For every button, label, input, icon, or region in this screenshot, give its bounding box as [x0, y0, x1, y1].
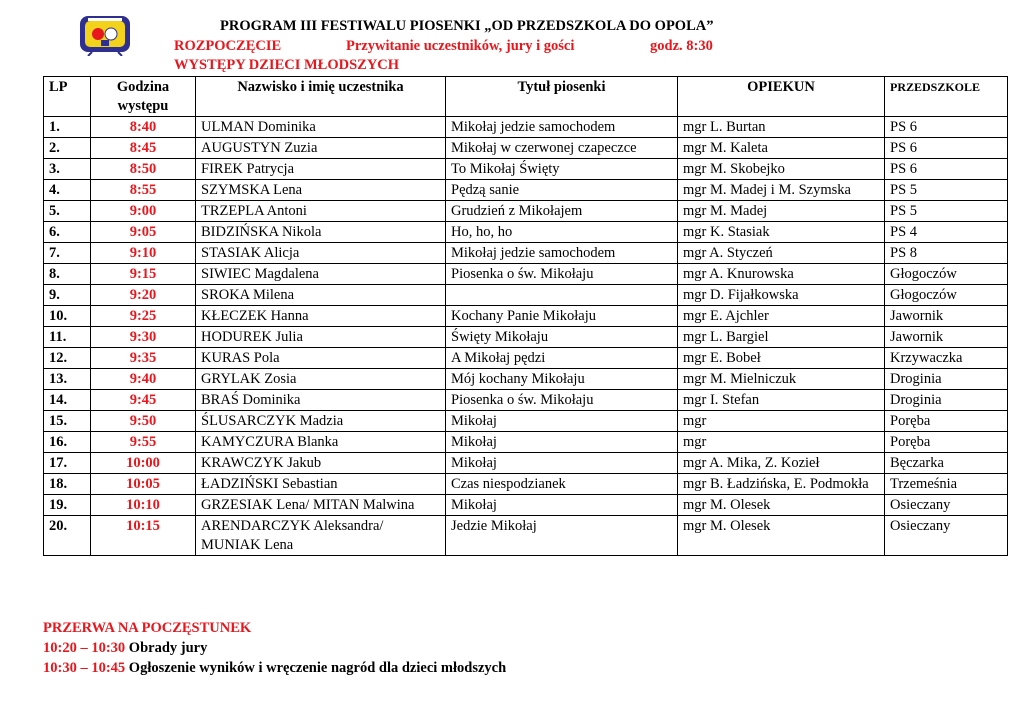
cell-lp: 3.: [44, 159, 91, 180]
cell-time: 9:30: [91, 327, 196, 348]
cell-school: Poręba: [885, 411, 1008, 432]
cell-song: Mikołaj w czerwonej czapeczce: [446, 138, 678, 159]
cell-lp: 8.: [44, 264, 91, 285]
cell-lp: 20.: [44, 516, 91, 556]
cell-song: Mikołaj jedzie samochodem: [446, 117, 678, 138]
cell-time: 8:40: [91, 117, 196, 138]
cell-school: Osieczany: [885, 516, 1008, 556]
jury-time: 10:20 – 10:30: [43, 640, 126, 656]
cell-lp: 17.: [44, 453, 91, 474]
cell-school: PS 6: [885, 138, 1008, 159]
cell-lp: 19.: [44, 495, 91, 516]
cell-opiekun: mgr L. Burtan: [678, 117, 885, 138]
cell-opiekun: mgr E. Ajchler: [678, 306, 885, 327]
page-title: PROGRAM III FESTIWALU PIOSENKI „OD PRZEDSZKOLA DO OPOLA”: [220, 18, 714, 34]
cell-opiekun: mgr K. Stasiak: [678, 222, 885, 243]
jury-text: Obrady jury: [128, 640, 208, 656]
cell-participant: KURAS Pola: [196, 348, 446, 369]
cell-participant: SZYMSKA Lena: [196, 180, 446, 201]
cell-participant: FIREK Patrycja: [196, 159, 446, 180]
cell-participant: KRAWCZYK Jakub: [196, 453, 446, 474]
cell-school: PS 5: [885, 180, 1008, 201]
cell-participant: TRZEPLA Antoni: [196, 201, 446, 222]
results-line: [43, 660, 506, 677]
cell-song: Mikołaj: [446, 453, 678, 474]
cell-opiekun: mgr L. Bargiel: [678, 327, 885, 348]
header-name: Nazwisko i imię uczestnika: [196, 77, 446, 117]
cell-lp: 10.: [44, 306, 91, 327]
start-time: godz. 8:30: [650, 38, 713, 54]
cell-school: Osieczany: [885, 495, 1008, 516]
cell-time: 10:00: [91, 453, 196, 474]
section-title: WYSTĘPY DZIECI MŁODSZYCH: [174, 57, 400, 73]
cell-opiekun: mgr A. Styczeń: [678, 243, 885, 264]
table-row: [44, 348, 1008, 369]
break-label: PRZERWA NA POCZĘSTUNEK: [43, 620, 252, 636]
cell-participant: BRAŚ Dominika: [196, 390, 446, 411]
table-row: [44, 264, 1008, 285]
table-header-row: [44, 77, 1008, 117]
cell-song: Mikołaj: [446, 495, 678, 516]
cell-time: 9:15: [91, 264, 196, 285]
table-row: [44, 474, 1008, 495]
cell-opiekun: mgr M. Kaleta: [678, 138, 885, 159]
cell-time: 9:25: [91, 306, 196, 327]
table-row: [44, 138, 1008, 159]
cell-song: Mój kochany Mikołaju: [446, 369, 678, 390]
cell-school: Poręba: [885, 432, 1008, 453]
cell-participant: AUGUSTYN Zuzia: [196, 138, 446, 159]
cell-lp: 11.: [44, 327, 91, 348]
cell-song: Jedzie Mikołaj: [446, 516, 678, 556]
cell-opiekun: mgr M. Skobejko: [678, 159, 885, 180]
cell-song: Czas niespodzianek: [446, 474, 678, 495]
cell-opiekun: mgr M. Mielniczuk: [678, 369, 885, 390]
cell-school: PS 4: [885, 222, 1008, 243]
cell-school: Droginia: [885, 390, 1008, 411]
header-opiekun: OPIEKUN: [678, 77, 885, 117]
cell-song: A Mikołaj pędzi: [446, 348, 678, 369]
cell-opiekun: mgr M. Madej i M. Szymska: [678, 180, 885, 201]
cell-song: Piosenka o św. Mikołaju: [446, 390, 678, 411]
table-row: [44, 243, 1008, 264]
schedule-table: [43, 76, 1008, 556]
table-row: [44, 411, 1008, 432]
results-time: 10:30 – 10:45: [43, 660, 126, 676]
tv-logo-icon: [78, 12, 132, 56]
cell-time: 8:55: [91, 180, 196, 201]
table-row: [44, 306, 1008, 327]
cell-participant: GRYLAK Zosia: [196, 369, 446, 390]
cell-opiekun: mgr A. Mika, Z. Kozieł: [678, 453, 885, 474]
cell-lp: 7.: [44, 243, 91, 264]
table-row: [44, 327, 1008, 348]
cell-song: Grudzień z Mikołajem: [446, 201, 678, 222]
cell-school: Jawornik: [885, 327, 1008, 348]
cell-time: 9:40: [91, 369, 196, 390]
table-row: [44, 432, 1008, 453]
cell-lp: 14.: [44, 390, 91, 411]
cell-school: PS 8: [885, 243, 1008, 264]
cell-time: 8:45: [91, 138, 196, 159]
cell-opiekun: mgr E. Bobeł: [678, 348, 885, 369]
cell-participant: KŁECZEK Hanna: [196, 306, 446, 327]
header-school: PRZEDSZKOLE: [885, 77, 1008, 117]
schedule-body: [44, 117, 1008, 556]
cell-school: PS 6: [885, 117, 1008, 138]
cell-participant: HODUREK Julia: [196, 327, 446, 348]
cell-lp: 18.: [44, 474, 91, 495]
cell-participant: KAMYCZURA Blanka: [196, 432, 446, 453]
cell-school: Krzywaczka: [885, 348, 1008, 369]
cell-song: Kochany Panie Mikołaju: [446, 306, 678, 327]
header-time: Godzina występu: [91, 77, 196, 117]
cell-school: Jawornik: [885, 306, 1008, 327]
cell-time: 10:05: [91, 474, 196, 495]
cell-school: Głogoczów: [885, 285, 1008, 306]
cell-time: 9:20: [91, 285, 196, 306]
cell-time: 10:15: [91, 516, 196, 556]
cell-opiekun: mgr: [678, 411, 885, 432]
cell-song: Mikołaj: [446, 432, 678, 453]
cell-lp: 12.: [44, 348, 91, 369]
cell-time: 9:05: [91, 222, 196, 243]
cell-school: Głogoczów: [885, 264, 1008, 285]
cell-lp: 2.: [44, 138, 91, 159]
cell-song: Mikołaj jedzie samochodem: [446, 243, 678, 264]
cell-time: 9:45: [91, 390, 196, 411]
cell-time: 9:00: [91, 201, 196, 222]
header-song: Tytuł piosenki: [446, 77, 678, 117]
cell-school: PS 6: [885, 159, 1008, 180]
cell-song: To Mikołaj Święty: [446, 159, 678, 180]
cell-song: Ho, ho, ho: [446, 222, 678, 243]
cell-time: 10:10: [91, 495, 196, 516]
cell-lp: 15.: [44, 411, 91, 432]
cell-lp: 16.: [44, 432, 91, 453]
cell-participant: STASIAK Alicja: [196, 243, 446, 264]
cell-participant: SIWIEC Magdalena: [196, 264, 446, 285]
cell-school: Trzemeśnia: [885, 474, 1008, 495]
cell-opiekun: mgr I. Stefan: [678, 390, 885, 411]
table-row: [44, 516, 1008, 556]
cell-song: Piosenka o św. Mikołaju: [446, 264, 678, 285]
cell-opiekun: mgr M. Madej: [678, 201, 885, 222]
cell-participant: ARENDARCZYK Aleksandra/ MUNIAK Lena: [196, 516, 446, 556]
cell-participant: ULMAN Dominika: [196, 117, 446, 138]
table-row: [44, 222, 1008, 243]
header-lp: LP: [44, 77, 91, 117]
cell-participant: ŁADZIŃSKI Sebastian: [196, 474, 446, 495]
cell-opiekun: mgr: [678, 432, 885, 453]
start-label: ROZPOCZĘCIE: [174, 38, 282, 54]
table-row: [44, 180, 1008, 201]
cell-song: Mikołaj: [446, 411, 678, 432]
cell-lp: 1.: [44, 117, 91, 138]
cell-participant: ŚLUSARCZYK Madzia: [196, 411, 446, 432]
cell-lp: 4.: [44, 180, 91, 201]
cell-opiekun: mgr B. Ładzińska, E. Podmokła: [678, 474, 885, 495]
cell-opiekun: mgr M. Olesek: [678, 516, 885, 556]
cell-opiekun: mgr D. Fijałkowska: [678, 285, 885, 306]
cell-time: 9:10: [91, 243, 196, 264]
cell-lp: 6.: [44, 222, 91, 243]
jury-line: [43, 640, 207, 657]
table-row: [44, 453, 1008, 474]
cell-song: [446, 285, 678, 306]
table-row: [44, 390, 1008, 411]
table-row: [44, 495, 1008, 516]
cell-participant: BIDZIŃSKA Nikola: [196, 222, 446, 243]
cell-time: 8:50: [91, 159, 196, 180]
cell-song: Pędzą sanie: [446, 180, 678, 201]
cell-participant: GRZESIAK Lena/ MITAN Malwina: [196, 495, 446, 516]
cell-opiekun: mgr M. Olesek: [678, 495, 885, 516]
cell-participant: SROKA Milena: [196, 285, 446, 306]
festival-logo: [78, 12, 132, 56]
cell-lp: 5.: [44, 201, 91, 222]
welcome-text: Przywitanie uczestników, jury i gości: [346, 38, 575, 54]
table-row: [44, 159, 1008, 180]
table-row: [44, 369, 1008, 390]
table-row: [44, 117, 1008, 138]
cell-time: 9:35: [91, 348, 196, 369]
cell-opiekun: mgr A. Knurowska: [678, 264, 885, 285]
cell-school: PS 5: [885, 201, 1008, 222]
cell-lp: 13.: [44, 369, 91, 390]
results-text: Ogłoszenie wyników i wręczenie nagród dla dzieci młodszych: [128, 660, 507, 676]
cell-song: Święty Mikołaju: [446, 327, 678, 348]
cell-school: Droginia: [885, 369, 1008, 390]
table-row: [44, 285, 1008, 306]
cell-time: 9:50: [91, 411, 196, 432]
cell-school: Bęczarka: [885, 453, 1008, 474]
cell-lp: 9.: [44, 285, 91, 306]
cell-time: 9:55: [91, 432, 196, 453]
table-row: [44, 201, 1008, 222]
